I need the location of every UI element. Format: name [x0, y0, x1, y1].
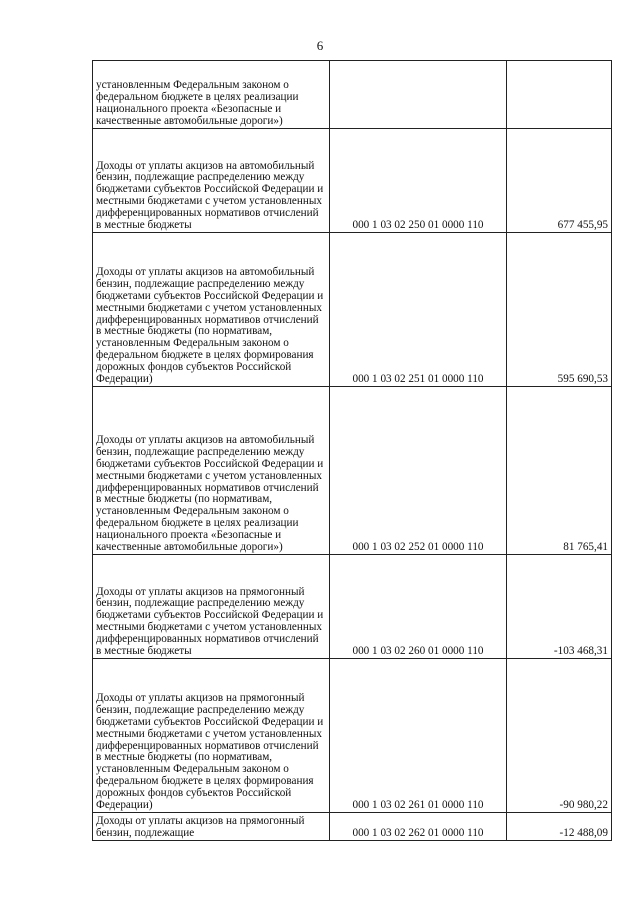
row-code: 000 1 03 02 262 01 0000 110: [330, 813, 507, 841]
table-row: [93, 813, 612, 841]
row-amount: -90 980,22: [507, 659, 612, 813]
row-description: Доходы от уплаты акцизов на прямогонный бензин, подлежащие распределению между бюджетами субъектов Российской Федерации и местными бюджетами с учетом установленных дифференцированных нормативов отчислений в местные бюджеты: [93, 555, 330, 659]
row-code: 000 1 03 02 260 01 0000 110: [330, 555, 507, 659]
table-row: [93, 233, 612, 387]
row-description: установленным Федеральным законом о федеральном бюджете в целях реализации национального проекта «Безопасные и качественные автомобильные дороги»): [93, 61, 330, 129]
row-amount: 595 690,53: [507, 233, 612, 387]
row-amount: 81 765,41: [507, 387, 612, 555]
row-amount: 677 455,95: [507, 129, 612, 233]
table-row: [93, 61, 612, 129]
table-row: [93, 659, 612, 813]
table-row: [93, 129, 612, 233]
row-description: Доходы от уплаты акцизов на прямогонный бензин, подлежащие распределению между бюджетами субъектов Российской Федерации и местными бюджетами с учетом установленных дифференцированных нормативов отчислений в местные бюджеты (по нормативам, установленным Федеральным законом о федеральном бюджете в целях формирования дорожных фондов субъектов Российской Федерации): [93, 659, 330, 813]
page-number: 6: [316, 38, 324, 53]
table-row: [93, 387, 612, 555]
row-description: Доходы от уплаты акцизов на автомобильный бензин, подлежащие распределению между бюджетами субъектов Российской Федерации и местными бюджетами с учетом установленных дифференцированных нормативов отчислений в местные бюджеты (по нормативам, установленным Федеральным законом о федеральном бюджете в целях формирования дорожных фондов субъектов Российской Федерации): [93, 233, 330, 387]
row-description: Доходы от уплаты акцизов на автомобильный бензин, подлежащие распределению между бюджетами субъектов Российской Федерации и местными бюджетами с учетом установленных дифференцированных нормативов отчислений в местные бюджеты: [93, 129, 330, 233]
row-description: Доходы от уплаты акцизов на прямогонный бензин, подлежащие: [93, 813, 330, 841]
table-row: [93, 555, 612, 659]
budget-revenue-table: [92, 60, 612, 841]
row-code: 000 1 03 02 250 01 0000 110: [330, 129, 507, 233]
row-description: Доходы от уплаты акцизов на автомобильный бензин, подлежащие распределению между бюджетами субъектов Российской Федерации и местными бюджетами с учетом установленных дифференцированных нормативов отчислений в местные бюджеты (по нормативам, установленным Федеральным законом о федеральном бюджете в целях реализации национального проекта «Безопасные и качественные автомобильные дороги»): [93, 387, 330, 555]
row-code: 000 1 03 02 261 01 0000 110: [330, 659, 507, 813]
row-amount: [507, 61, 612, 129]
row-amount: -12 488,09: [507, 813, 612, 841]
row-code: 000 1 03 02 252 01 0000 110: [330, 387, 507, 555]
row-code: [330, 61, 507, 129]
row-code: 000 1 03 02 251 01 0000 110: [330, 233, 507, 387]
row-amount: -103 468,31: [507, 555, 612, 659]
